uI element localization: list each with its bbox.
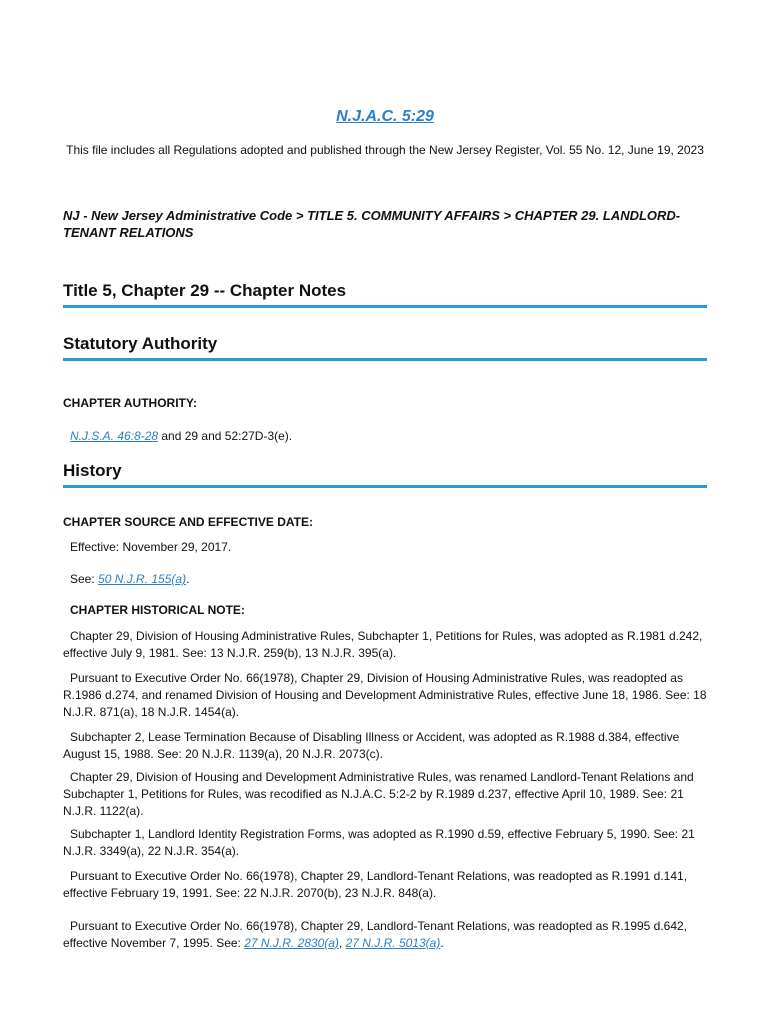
see-reference (63, 571, 707, 588)
history-note-last (63, 918, 707, 952)
njr-link-5013[interactable]: 27 N.J.R. 5013(a) (345, 936, 441, 950)
history-note: Subchapter 2, Lease Termination Because of Disabling Illness or Accident, was adopted as R.1988 d.384, effective August 15, 1988. See: 20 N.J.R. 1139(a), 20 N.J.R. 2073(c). (63, 730, 680, 761)
source-label: CHAPTER SOURCE AND EFFECTIVE DATE: (63, 515, 314, 529)
chapter-authority-label: CHAPTER AUTHORITY: (63, 396, 197, 410)
heading-statutory-authority: Statutory Authority (63, 334, 707, 361)
heading-history: History (63, 461, 707, 488)
last-note-sep: , (338, 936, 346, 950)
document-title-link[interactable]: N.J.A.C. 5:29 (336, 108, 434, 125)
breadcrumb: NJ - New Jersey Administrative Code > TITLE 5. COMMUNITY AFFAIRS > CHAPTER 29. LANDLORD-TENANT RELATIONS (63, 208, 681, 240)
see-link[interactable]: 50 N.J.R. 155(a) (98, 572, 187, 586)
chapter-authority-text (63, 428, 707, 445)
last-note-text: Pursuant to Executive Order No. 66(1978), Chapter 29, Landlord-Tenant Relations, was readopted as R.1995 d.642, effective November 7, 1995. See: (63, 919, 688, 950)
history-note: Subchapter 1, Landlord Identity Registration Forms, was adopted as R.1990 d.59, effective February 5, 1990. See: 21 N.J.R. 3349(a), 22 N.J.R. 354(a). (63, 827, 695, 858)
history-note: Chapter 29, Division of Housing Administrative Rules, Subchapter 1, Petitions for Rules, was adopted as R.1981 d.242, effective July 9, 1981. See: 13 N.J.R. 259(b), 13 N.J.R. 395(a). (63, 629, 703, 660)
authority-rest: and 29 and 52:27D-3(e). (158, 429, 293, 443)
effective-date: Effective: November 29, 2017. (70, 540, 232, 554)
authority-link[interactable]: N.J.S.A. 46:8-28 (70, 429, 159, 443)
see-prefix: See: (70, 572, 99, 586)
history-note: Pursuant to Executive Order No. 66(1978), Chapter 29, Division of Housing Administrative Rules, was readopted as R.1986 d.274, and renamed Division of Housing and Development Administrative Rules, effective June 18, 1986. See: 18 N.J.R. 871(a), 18 N.J.R. 1454(a). (63, 671, 707, 719)
see-suffix: . (186, 572, 190, 586)
document-title (63, 108, 707, 126)
history-note: Pursuant to Executive Order No. 66(1978), Chapter 29, Landlord-Tenant Relations, was readopted as R.1991 d.141, effective February 19, 1991. See: 22 N.J.R. 2070(b), 23 N.J.R. 848(a). (63, 869, 688, 900)
history-note: Chapter 29, Division of Housing and Development Administrative Rules, was renamed Landlord-Tenant Relations and Subchapter 1, Petitions for Rules, was recodified as N.J.A.C. 5:2-2 by R.1989 d.237, effective April 10, 1989. See: 21 N.J.R. 1122(a). (63, 770, 694, 818)
heading-chapter-notes: Title 5, Chapter 29 -- Chapter Notes (63, 281, 707, 308)
historical-note-label: CHAPTER HISTORICAL NOTE: (70, 603, 245, 617)
last-note-end: . (440, 936, 444, 950)
document-subtitle: This file includes all Regulations adopted and published through the New Jersey Register, Vol. 55 No. 12, June 19, 2023 (66, 143, 704, 157)
njr-link-2830[interactable]: 27 N.J.R. 2830(a) (244, 936, 339, 950)
